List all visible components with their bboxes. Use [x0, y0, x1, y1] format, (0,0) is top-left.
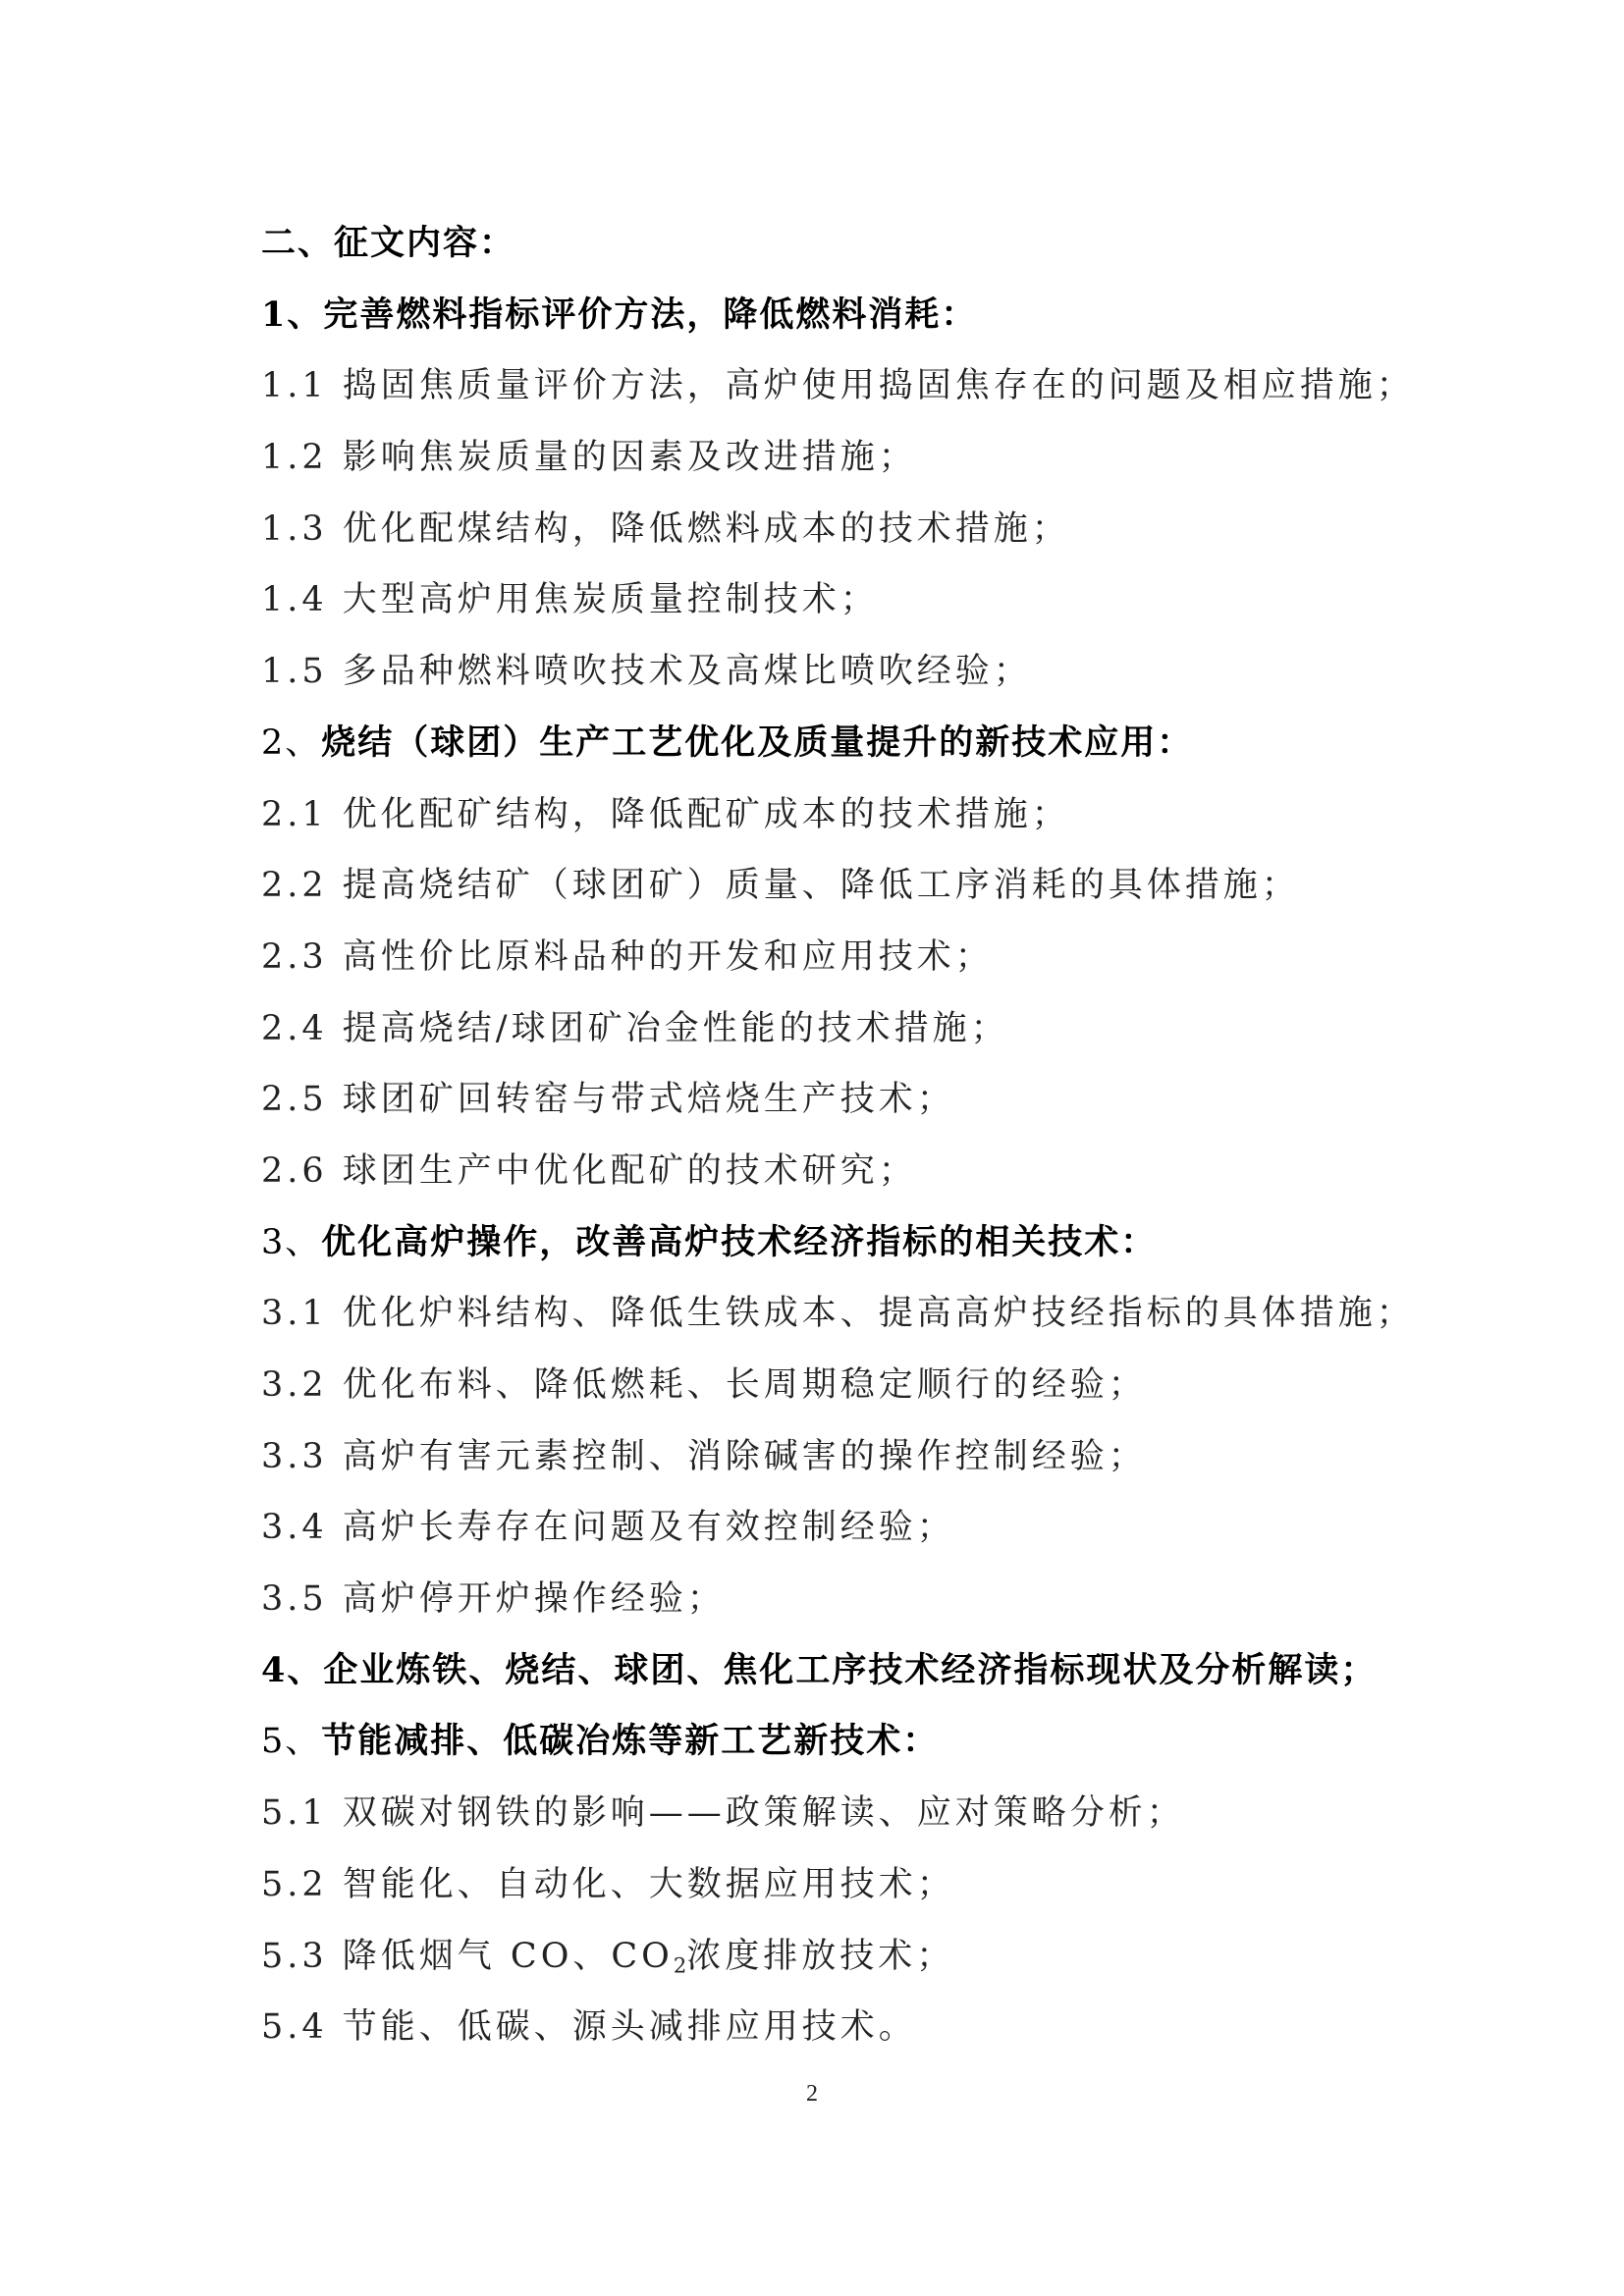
- topic-heading-3: [261, 1207, 1380, 1279]
- subscript-2: 2: [673, 1952, 687, 1977]
- topic-number: 5、: [261, 1722, 322, 1762]
- list-item: 2.1 优化配矿结构，降低配矿成本的技术措施；: [261, 794, 1070, 834]
- page-number: 2: [806, 2081, 818, 2107]
- list-item: 1.5 多品种燃料喷吹技术及高煤比喷吹经验；: [261, 652, 1032, 692]
- topic-title: 企业炼铁、烧结、球团、焦化工序技术经济指标现状及分析解读；: [323, 1649, 1378, 1690]
- topic-title: 优化高炉操作，改善高炉技术经济指标的相关技术：: [321, 1221, 1158, 1262]
- list-item: 2.6 球团生产中优化配矿的技术研究；: [261, 1150, 917, 1191]
- topic-number: 1、: [261, 294, 324, 335]
- topic-number: 3、: [261, 1222, 322, 1262]
- document-body: [261, 208, 1415, 2063]
- section-title: 二、征文内容：: [261, 223, 516, 263]
- list-item: 1.1 捣固焦质量评价方法，高炉使用捣固焦存在的问题及相应措施；: [261, 366, 1415, 406]
- list-item: 3.2 优化布料、降低燃耗、长周期稳定顺行的经验；: [261, 1365, 1147, 1405]
- topic-title: 节能减排、低碳冶炼等新工艺新技术：: [321, 1721, 940, 1762]
- list-item-suffix: 浓度排放技术；: [686, 1936, 955, 1976]
- list-item: 2.2 提高烧结矿（球团矿）质量、降低工序消耗的具体措施；: [261, 866, 1300, 906]
- list-item: 3.3 高炉有害元素控制、消除碱害的操作控制经验；: [261, 1436, 1147, 1476]
- list-item: 2.4 提高烧结/球团矿冶金性能的技术措施；: [261, 1008, 1009, 1048]
- topic-number: 2、: [261, 722, 322, 763]
- topic-number: 4、: [261, 1649, 324, 1690]
- list-item: 1.2 影响焦炭质量的因素及改进措施；: [261, 438, 917, 478]
- list-item-co2: [261, 1921, 1380, 1993]
- topic-title: 完善燃料指标评价方法，降低燃料消耗：: [323, 294, 978, 335]
- topic-title: 烧结（球团）生产工艺优化及质量提升的新技术应用：: [321, 721, 1194, 763]
- topic-heading-4: [261, 1635, 1380, 1707]
- list-item: 2.3 高性价比原料品种的开发和应用技术；: [261, 936, 994, 977]
- topic-heading-1: [261, 280, 1380, 351]
- list-item: 5.4 节能、低碳、源头减排应用技术。: [261, 2007, 917, 2048]
- topic-heading-5: [261, 1706, 1380, 1778]
- list-item: 3.1 优化炉料结构、降低生铁成本、提高高炉技经指标的具体措施；: [261, 1294, 1415, 1334]
- list-item: 5.2 智能化、自动化、大数据应用技术；: [261, 1864, 955, 1904]
- list-item: 3.5 高炉停开炉操作经验；: [261, 1579, 726, 1620]
- list-item: 1.4 大型高炉用焦炭质量控制技术；: [261, 580, 879, 620]
- list-item-prefix: 5.3 降低烟气 CO、CO: [261, 1936, 674, 1976]
- list-item: 3.4 高炉长寿存在问题及有效控制经验；: [261, 1508, 955, 1548]
- list-item: 1.3 优化配煤结构，降低燃料成本的技术措施；: [261, 508, 1070, 549]
- topic-heading-2: [261, 708, 1380, 779]
- list-item: 5.1 双碳对钢铁的影响——政策解读、应对策略分析；: [261, 1793, 1185, 1834]
- list-item: 2.5 球团矿回转窑与带式焙烧生产技术；: [261, 1080, 955, 1120]
